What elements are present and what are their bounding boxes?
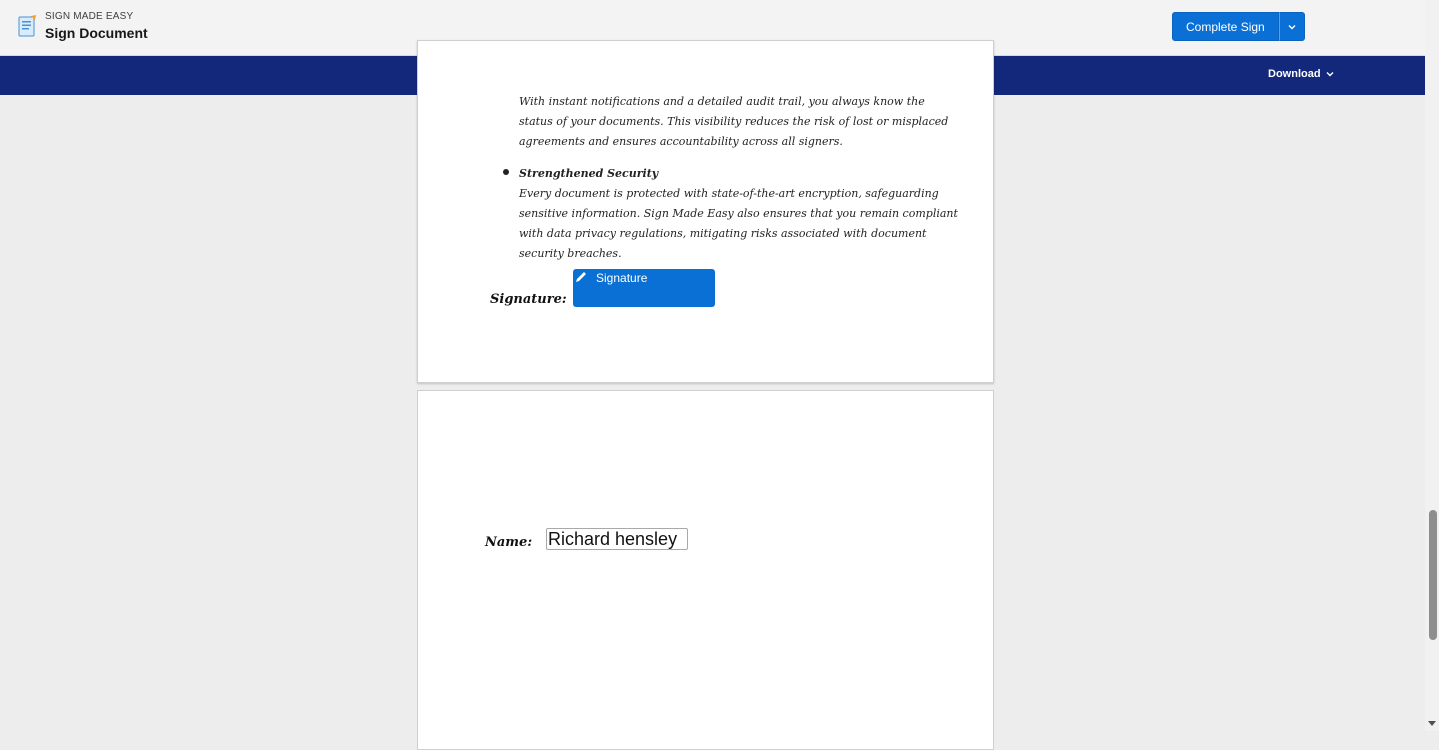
signature-field[interactable] bbox=[573, 269, 715, 307]
bullet-point bbox=[503, 169, 509, 175]
scrollbar-thumb[interactable] bbox=[1429, 510, 1437, 640]
download-menu[interactable] bbox=[1268, 68, 1334, 80]
document-page-1 bbox=[417, 40, 994, 383]
pen-icon bbox=[574, 270, 588, 284]
name-label: Name: bbox=[485, 535, 533, 550]
paragraph-audit-trail: With instant notifications and a detailed audit trail, you always know the status of your documents. This visibility reduces the risk of lost or misplaced agreements and ensures accountability across all signers. bbox=[519, 95, 949, 148]
app-name: SIGN MADE EASY bbox=[45, 11, 134, 22]
scroll-down-arrow-icon[interactable] bbox=[1427, 718, 1437, 728]
paragraph-security: Every document is protected with state-of-the-art encryption, safeguarding sensitive information. Sign Made Easy also ensures that you remain compliant with data privacy regulations, mitigating risks associated with document security breaches. bbox=[519, 187, 958, 260]
page-title: Sign Document bbox=[45, 25, 148, 41]
download-label: Download bbox=[1268, 68, 1321, 80]
name-input[interactable] bbox=[546, 528, 688, 550]
complete-sign-split-button bbox=[1172, 12, 1305, 41]
chevron-down-icon bbox=[1326, 71, 1334, 77]
vertical-scrollbar[interactable] bbox=[1425, 0, 1439, 731]
document-icon bbox=[18, 14, 38, 38]
complete-sign-button[interactable]: Complete Sign bbox=[1172, 12, 1279, 41]
signature-field-label: Signature bbox=[596, 271, 648, 285]
document-page-2 bbox=[417, 390, 994, 750]
chevron-down-icon bbox=[1288, 24, 1296, 30]
complete-sign-menu-button[interactable] bbox=[1279, 12, 1305, 41]
signature-label: Signature: bbox=[490, 292, 567, 307]
bullet-title: Strengthened Security bbox=[519, 167, 659, 180]
